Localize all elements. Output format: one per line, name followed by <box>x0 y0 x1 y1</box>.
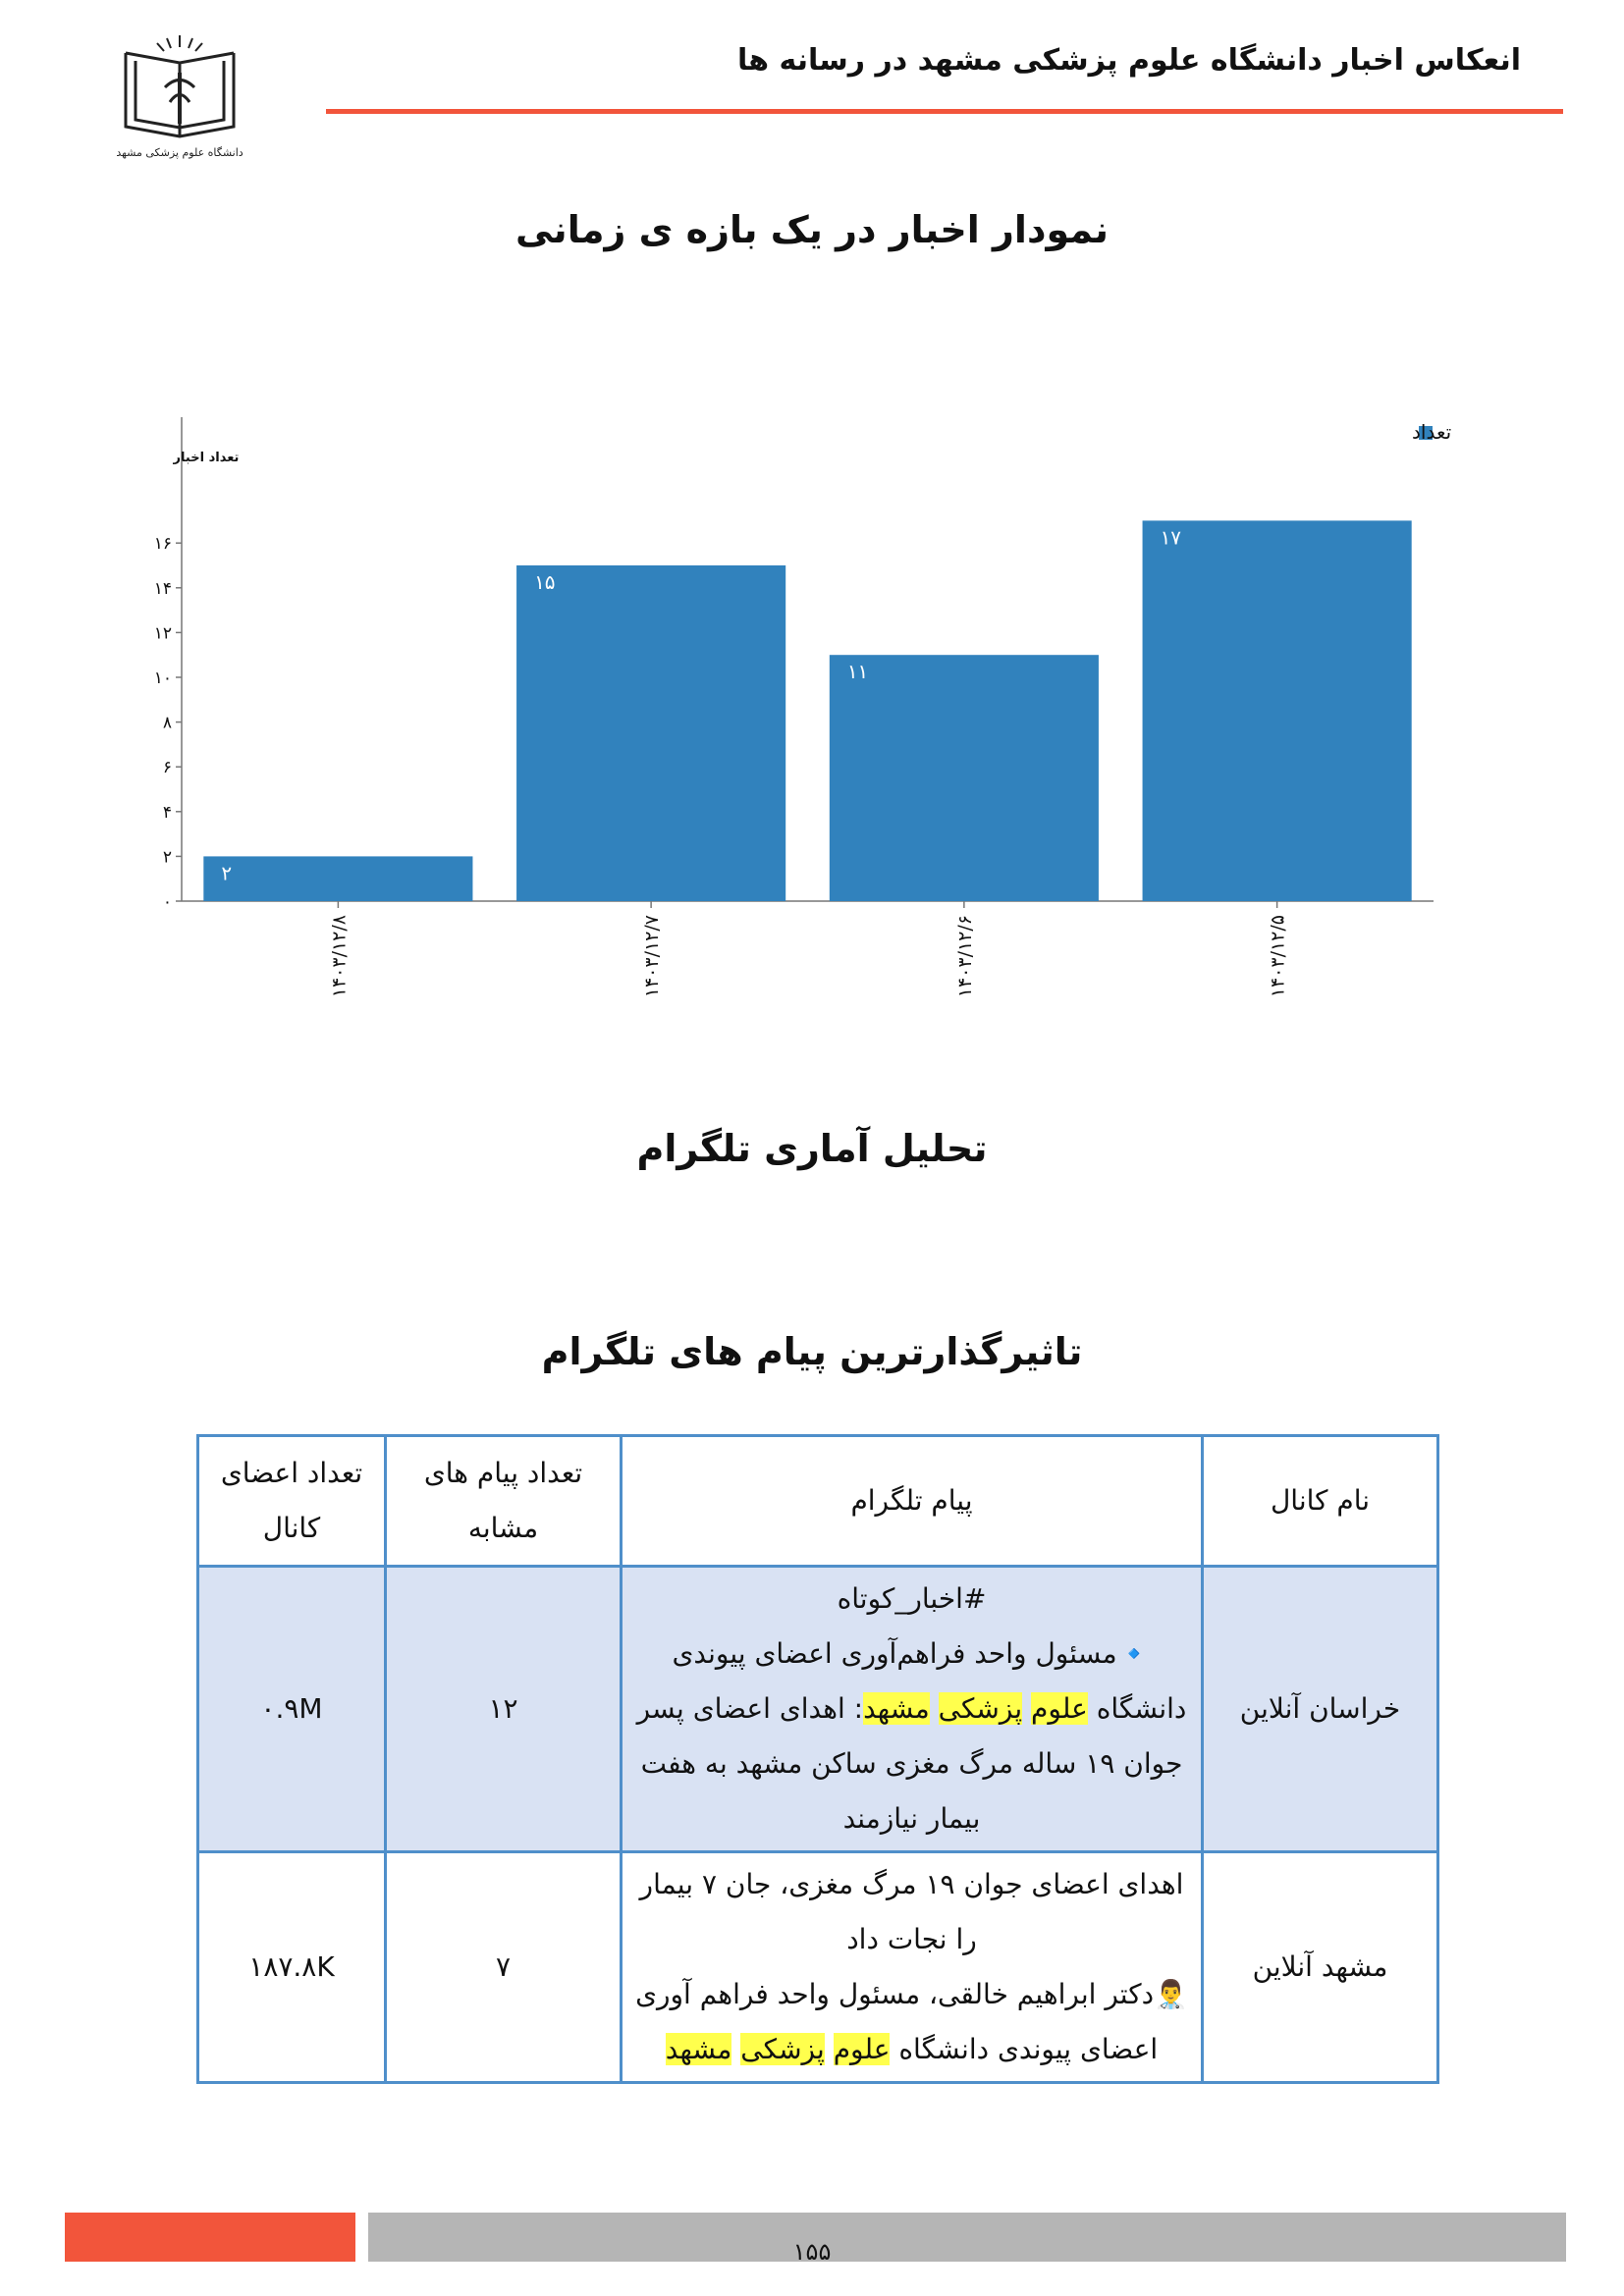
y-tick-label: ۰ <box>162 892 172 912</box>
message-text: : اهدای اعضای پسر جوان ۱۹ ساله مرگ مغزی ساکن مشهد به هفت بیمار نیازمند <box>636 1692 1183 1835</box>
bar <box>203 856 472 901</box>
telegram-stats-title: تحلیل آماری تلگرام <box>636 1127 988 1170</box>
highlight-keyword: علوم <box>1031 1692 1088 1725</box>
y-tick-label: ۴ <box>162 802 172 823</box>
table-row <box>198 1567 1438 1852</box>
header-similar: تعداد پیام های مشابه <box>386 1436 622 1567</box>
message-hashtag[interactable]: #اخبار_کوتاه <box>837 1582 987 1615</box>
highlight-keyword: مشهد <box>665 2033 732 2065</box>
y-tick-label: ۱۰ <box>153 668 172 688</box>
channel-name[interactable]: مشهد آنلاین <box>1203 1852 1438 2083</box>
header-channel: نام کانال <box>1203 1436 1438 1567</box>
telegram-table-title: تاثیرگذارترین پیام های تلگرام <box>541 1330 1083 1373</box>
message-text: 👨‍⚕️دکتر ابراهیم خالقی، مسئول واحد فراهم آوری اعضای پیوندی دانشگاه <box>635 1978 1188 2065</box>
y-axis-title: تعداد اخبار <box>173 451 240 465</box>
bar-value-label: ۱۵ <box>534 570 556 594</box>
page-number: ۱۵۵ <box>792 2238 832 2266</box>
header-message: پیام تلگرام <box>622 1436 1203 1567</box>
similar-count: ۷ <box>386 1852 622 2083</box>
bar <box>830 655 1099 901</box>
y-tick-label: ۱۶ <box>153 534 172 555</box>
bar-value-label: ۲ <box>221 861 233 885</box>
bar <box>516 565 785 901</box>
y-tick-label: ۸ <box>162 713 172 733</box>
y-tick-label: ۱۲ <box>153 623 172 644</box>
header-title: انعکاس اخبار دانشگاه علوم پزشکی مشهد در رسانه ها <box>737 43 1521 78</box>
university-emblem-icon <box>116 33 244 166</box>
y-tick-label: ۶ <box>162 758 172 778</box>
telegram-messages-table <box>196 1434 1439 2084</box>
table-header-row <box>198 1436 1438 1567</box>
x-tick-label: ۱۴۰۳/۱۲/۶ <box>953 915 976 998</box>
legend-label: تعداد <box>1412 420 1452 444</box>
logo-caption: دانشگاه علوم پزشکی مشهد <box>116 146 244 159</box>
bar-value-label: ۱۷ <box>1160 525 1182 550</box>
bar <box>1143 520 1412 901</box>
highlight-keyword: مشهد <box>863 1692 930 1725</box>
telegram-message <box>622 1852 1203 2083</box>
bar-value-label: ۱۱ <box>846 660 869 684</box>
similar-count: ۱۲ <box>386 1567 622 1852</box>
telegram-message <box>622 1567 1203 1852</box>
x-tick-label: ۱۴۰۳/۱۲/۷ <box>641 915 664 998</box>
chart-section-title: نمودار اخبار در یک بازه ی زمانی <box>514 208 1110 251</box>
highlight-keyword: پزشکی <box>938 1692 1023 1725</box>
message-text: اهدای اعضای جوان ۱۹ مرگ مغزی، جان ۷ بیمار را نجات داد <box>639 1868 1184 1955</box>
y-tick-label: ۱۴ <box>153 578 172 599</box>
highlight-keyword: علوم <box>833 2033 891 2065</box>
header-divider <box>326 109 1563 114</box>
members-count: ۱۸۷.۸K <box>198 1852 386 2083</box>
table-row <box>198 1852 1438 2083</box>
header-members: تعداد اعضای کانال <box>198 1436 386 1567</box>
message-text: 🔹مسئول واحد فراهم‌آوری اعضای پیوندی دانشگاه <box>672 1637 1187 1725</box>
x-tick-label: ۱۴۰۳/۱۲/۸ <box>328 915 351 998</box>
news-bar-chart <box>147 407 1453 1036</box>
highlight-keyword: پزشکی <box>740 2033 825 2065</box>
x-tick-label: ۱۴۰۳/۱۲/۵ <box>1267 915 1289 998</box>
members-count: ۰.۹M <box>198 1567 386 1852</box>
channel-name[interactable]: خراسان آنلاین <box>1203 1567 1438 1852</box>
y-tick-label: ۲ <box>162 847 172 868</box>
